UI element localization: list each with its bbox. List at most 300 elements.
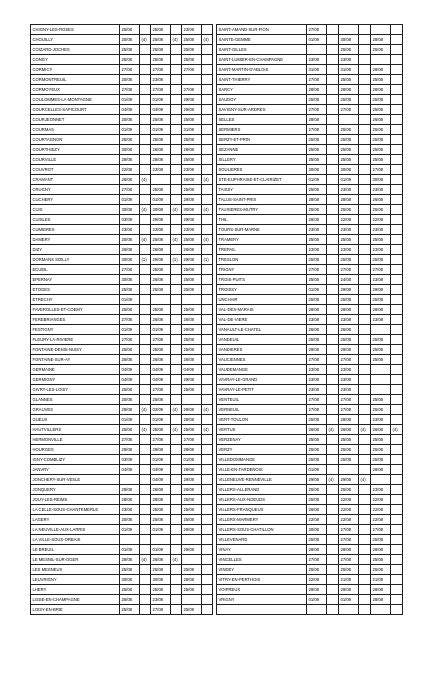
left-note-3 <box>202 215 213 225</box>
left-date-3: 29/08 <box>182 475 202 485</box>
left-date-2 <box>151 535 171 545</box>
right-date-3: 23/08 <box>371 245 391 255</box>
right-date-1: 23/08 <box>307 385 327 395</box>
left-date-1: 25/08 <box>120 425 140 435</box>
right-date-1: 28/08 <box>307 545 327 555</box>
left-date-3: 26/08 <box>182 485 202 495</box>
right-date-1: 27/08 <box>307 265 327 275</box>
right-date-1: 23/08 <box>307 375 327 385</box>
right-date-3: 25/08 <box>371 75 391 85</box>
left-date-3: 28/08 <box>182 145 202 155</box>
left-date-2: 25/08 <box>151 515 171 525</box>
right-date-1: 27/08 <box>307 125 327 135</box>
right-date-2: 23/08 <box>339 245 359 255</box>
left-note-1 <box>140 535 151 545</box>
right-commune-name: VANAULT-LE-CHATEL <box>217 325 307 335</box>
left-date-2: 25/08 <box>151 45 171 55</box>
left-date-3: 25/08 <box>182 505 202 515</box>
right-note-1 <box>327 85 339 95</box>
right-note-3 <box>391 515 403 525</box>
left-date-3: 23/08 <box>182 225 202 235</box>
right-note-2 <box>359 435 371 445</box>
right-date-3: 25/08 <box>371 555 391 565</box>
left-note-3 <box>202 435 213 445</box>
left-note-2 <box>171 455 182 465</box>
table-row <box>31 535 403 545</box>
right-date-3: 23/08 <box>371 315 391 325</box>
left-date-1: 25/08 <box>120 585 140 595</box>
left-date-1: 04/09 <box>120 465 140 475</box>
left-date-2: 25/08 <box>151 185 171 195</box>
right-date-3: 22/08 <box>371 505 391 515</box>
left-date-1: 27/08 <box>120 435 140 445</box>
right-date-2: 22/08 <box>339 515 359 525</box>
left-note-2 <box>171 575 182 585</box>
right-date-1 <box>307 45 327 55</box>
left-date-3: 23/08 <box>182 165 202 175</box>
right-note-3 <box>391 85 403 95</box>
left-commune-name: JANVRY <box>31 465 120 475</box>
right-note-2 <box>359 385 371 395</box>
right-note-2 <box>359 45 371 55</box>
right-commune-name: VERNEUIL <box>217 405 307 415</box>
left-note-1 <box>140 265 151 275</box>
left-note-2 <box>171 275 182 285</box>
left-note-2 <box>171 395 182 405</box>
left-note-2 <box>171 45 182 55</box>
left-date-2 <box>151 295 171 305</box>
right-date-1: 25/08 <box>307 95 327 105</box>
right-note-1 <box>327 495 339 505</box>
left-note-1 <box>140 275 151 285</box>
right-date-1: 25/08 <box>307 485 327 495</box>
left-date-1: 03/09 <box>120 215 140 225</box>
right-note-1 <box>327 385 339 395</box>
left-date-1: 23/08 <box>120 225 140 235</box>
table-row <box>31 565 403 575</box>
left-date-1: 01/09 <box>120 415 140 425</box>
right-note-2 <box>359 215 371 225</box>
right-note-2 <box>359 145 371 155</box>
right-note-1 <box>327 545 339 555</box>
left-note-3 <box>202 245 213 255</box>
right-date-1: 28/08 <box>307 85 327 95</box>
left-commune-name: CUISLES <box>31 215 120 225</box>
right-date-3: 28/08 <box>371 585 391 595</box>
right-date-2: 22/08 <box>339 495 359 505</box>
left-date-1: 25/08 <box>120 135 140 145</box>
left-note-1: (1) <box>140 255 151 265</box>
left-date-2: 01/09 <box>151 325 171 335</box>
left-note-3 <box>202 25 213 35</box>
right-date-2: 25/08 <box>339 455 359 465</box>
left-note-2 <box>171 535 182 545</box>
right-commune-name: SERZY-ET-PRIN <box>217 135 307 145</box>
right-commune-name: SEZANNE <box>217 145 307 155</box>
left-date-1: 23/08 <box>120 505 140 515</box>
left-note-3 <box>202 365 213 375</box>
left-commune-name: CUIS <box>31 205 120 215</box>
left-note-3 <box>202 375 213 385</box>
left-date-2: 25/08 <box>151 55 171 65</box>
table-row <box>31 235 403 245</box>
left-note-3: (4) <box>202 405 213 415</box>
left-note-3 <box>202 125 213 135</box>
left-note-2 <box>171 25 182 35</box>
right-note-3 <box>391 365 403 375</box>
left-date-3: 25/08 <box>182 155 202 165</box>
right-date-3: 25/08 <box>371 255 391 265</box>
left-date-3: 25/08 <box>182 385 202 395</box>
right-commune-name: VILLEVENARD <box>217 535 307 545</box>
table-row <box>31 445 403 455</box>
left-date-1 <box>120 535 140 545</box>
right-note-3 <box>391 535 403 545</box>
left-note-1 <box>140 125 151 135</box>
table-row <box>31 65 403 75</box>
left-note-3 <box>202 195 213 205</box>
left-date-1: 01/09 <box>120 195 140 205</box>
right-date-3: 28/08 <box>371 305 391 315</box>
left-note-1 <box>140 85 151 95</box>
left-note-2 <box>171 375 182 385</box>
left-note-3 <box>202 395 213 405</box>
left-note-1 <box>140 325 151 335</box>
right-date-1: 25/08 <box>307 235 327 245</box>
left-note-3 <box>202 315 213 325</box>
left-commune-name: LHERY <box>31 585 120 595</box>
right-commune-name: VILLERS-SOUS-CHATILLON <box>217 525 307 535</box>
right-date-2: 21/08 <box>339 575 359 585</box>
right-note-3 <box>391 375 403 385</box>
right-note-3 <box>391 455 403 465</box>
right-date-2: 30/08 <box>339 35 359 45</box>
right-note-2 <box>359 335 371 345</box>
right-commune-name: SAUDOY <box>217 95 307 105</box>
right-date-2: 28/08 <box>339 85 359 95</box>
right-date-2: 01/09 <box>339 175 359 185</box>
left-date-3: 25/08 <box>182 285 202 295</box>
left-date-3: 25/08 <box>182 585 202 595</box>
right-date-2: 25/08 <box>339 485 359 495</box>
left-date-3 <box>182 595 202 605</box>
right-note-2 <box>359 75 371 85</box>
right-commune-name: VOIPREUX <box>217 585 307 595</box>
right-note-2 <box>359 275 371 285</box>
right-note-2 <box>359 495 371 505</box>
right-note-1 <box>327 605 339 615</box>
left-date-2: 30/08 <box>151 575 171 585</box>
left-commune-name: FONTAINE-SUR-AY <box>31 355 120 365</box>
right-commune-name: STE-EUPHRAISE-ET-CLAIRIZET <box>217 175 307 185</box>
right-commune-name: VERT-TOULON <box>217 415 307 425</box>
left-commune-name: COURTHIEZY <box>31 145 120 155</box>
left-commune-name: CRUGNY <box>31 185 120 195</box>
right-note-1 <box>327 525 339 535</box>
left-date-1: 01/09 <box>120 545 140 555</box>
table-row <box>31 395 403 405</box>
right-commune-name: VANDEUIL <box>217 335 307 345</box>
right-date-3: 27/08 <box>371 525 391 535</box>
right-note-2 <box>359 455 371 465</box>
right-commune-name: VILLEDOMMANGE <box>217 455 307 465</box>
right-commune-name: VERZENAY <box>217 435 307 445</box>
right-date-3: 28/08 <box>371 35 391 45</box>
right-date-3 <box>371 605 391 615</box>
left-note-3 <box>202 45 213 55</box>
right-note-2 <box>359 55 371 65</box>
right-commune-name: THIL <box>217 215 307 225</box>
left-date-2: 25/08 <box>151 265 171 275</box>
left-commune-name: ECUEIL <box>31 265 120 275</box>
right-note-2 <box>359 165 371 175</box>
left-note-2: (1) <box>171 255 182 265</box>
right-date-2: 25/08 <box>339 45 359 55</box>
right-date-2: 25/08 <box>339 125 359 135</box>
left-date-3: 31/08 <box>182 125 202 135</box>
left-date-3 <box>182 395 202 405</box>
left-date-3: 29/08 <box>182 325 202 335</box>
left-commune-name: FONTAINE-DENIS-NUISY <box>31 345 120 355</box>
left-date-3: 26/08 <box>182 245 202 255</box>
right-commune-name: TAUXIERES-MUTRY <box>217 205 307 215</box>
right-date-1: 27/08 <box>307 395 327 405</box>
right-date-3: 28/08 <box>371 465 391 475</box>
right-note-3 <box>391 185 403 195</box>
left-date-1: 28/08 <box>120 495 140 505</box>
right-date-2: 24/08 <box>339 275 359 285</box>
left-date-3: 25/08 <box>182 305 202 315</box>
right-date-2: 28/08 <box>339 305 359 315</box>
right-note-3 <box>391 255 403 265</box>
left-note-2 <box>171 175 182 185</box>
left-date-1: 26/08 <box>120 355 140 365</box>
left-date-3: 25/08 <box>182 115 202 125</box>
left-commune-name: COURJEONNET <box>31 115 120 125</box>
left-date-3: 29/08 <box>182 95 202 105</box>
right-note-1 <box>327 585 339 595</box>
right-date-1: 01/09 <box>307 465 327 475</box>
right-date-3: 26/08 <box>371 195 391 205</box>
table-row <box>31 465 403 475</box>
left-date-1: 25/08 <box>120 345 140 355</box>
right-date-2: 25/08 <box>339 95 359 105</box>
left-date-3: 27/08 <box>182 65 202 75</box>
left-date-2: 25/08 <box>151 115 171 125</box>
right-note-1 <box>327 225 339 235</box>
left-date-3: 27/08 <box>182 85 202 95</box>
left-date-1: 25/08 <box>120 395 140 405</box>
left-note-3: (4) <box>202 205 213 215</box>
table-row <box>31 585 403 595</box>
left-date-3: 25/08 <box>182 35 202 45</box>
left-date-3: 29/08 <box>182 195 202 205</box>
right-note-3 <box>391 495 403 505</box>
left-note-2 <box>171 485 182 495</box>
right-note-1 <box>327 595 339 605</box>
left-commune-name: GERMIGNY <box>31 375 120 385</box>
left-date-3: 28/08 <box>182 445 202 455</box>
right-note-1: (4) <box>327 475 339 485</box>
left-note-2 <box>171 585 182 595</box>
right-note-3 <box>391 385 403 395</box>
right-date-3: 22/08 <box>371 495 391 505</box>
left-date-3: 26/08 <box>182 315 202 325</box>
right-note-1 <box>327 575 339 585</box>
right-date-1: 25/08 <box>307 535 327 545</box>
left-date-2: 23/08 <box>151 75 171 85</box>
left-date-1: 25/08 <box>120 385 140 395</box>
right-note-1 <box>327 285 339 295</box>
right-date-1 <box>307 605 327 615</box>
right-date-3: 25/08 <box>371 125 391 135</box>
left-note-1 <box>140 435 151 445</box>
right-date-2: 29/08 <box>339 285 359 295</box>
right-date-3: 25/08 <box>371 395 391 405</box>
left-commune-name: FEREBRIANGES <box>31 315 120 325</box>
right-date-1: 25/08 <box>307 565 327 575</box>
left-note-2 <box>171 465 182 475</box>
left-date-2: 25/08 <box>151 395 171 405</box>
left-date-3: 25/08 <box>182 185 202 195</box>
right-commune-name: SERMIERS <box>217 125 307 135</box>
right-date-2 <box>339 465 359 475</box>
left-note-2 <box>171 595 182 605</box>
left-commune-name: COURCELLES-SAPICOURT <box>31 105 120 115</box>
right-date-3: 23/08 <box>371 415 391 425</box>
right-note-3 <box>391 45 403 55</box>
right-note-3 <box>391 165 403 175</box>
right-note-2 <box>359 265 371 275</box>
right-date-3: 25/08 <box>371 135 391 145</box>
right-date-1: 01/09 <box>307 35 327 45</box>
left-note-2 <box>171 135 182 145</box>
right-note-2 <box>359 515 371 525</box>
right-date-3 <box>371 365 391 375</box>
left-commune-name: GERMAINE <box>31 365 120 375</box>
left-date-1: 22/08 <box>120 165 140 175</box>
left-date-1: 01/09 <box>120 95 140 105</box>
left-date-3: 25/08 <box>182 135 202 145</box>
left-date-2: 01/09 <box>151 415 171 425</box>
right-note-3 <box>391 65 403 75</box>
right-date-1: 23/08 <box>307 315 327 325</box>
right-commune-name: UNCHAIR <box>217 295 307 305</box>
right-note-3 <box>391 395 403 405</box>
right-note-2 <box>359 135 371 145</box>
right-date-3: 26/08 <box>371 115 391 125</box>
right-note-3 <box>391 55 403 65</box>
left-note-2 <box>171 125 182 135</box>
right-note-2 <box>359 465 371 475</box>
right-date-3: 21/08 <box>371 575 391 585</box>
left-note-1: (4) <box>140 35 151 45</box>
left-date-3 <box>182 535 202 545</box>
left-date-2: 04/09 <box>151 475 171 485</box>
right-note-1 <box>327 185 339 195</box>
right-date-2: 25/08 <box>339 435 359 445</box>
left-commune-name: LISSE-EN-CHAMPAGNE <box>31 595 120 605</box>
right-note-3 <box>391 215 403 225</box>
left-commune-name: LOISY-EN-BRIE <box>31 605 120 615</box>
left-note-3 <box>202 415 213 425</box>
table-row <box>31 595 403 605</box>
right-note-2 <box>359 405 371 415</box>
table-row <box>31 315 403 325</box>
left-date-2: 25/08 <box>151 585 171 595</box>
left-note-1 <box>140 215 151 225</box>
right-note-1 <box>327 435 339 445</box>
left-commune-name: ETOGES <box>31 285 120 295</box>
left-date-2: 30/08 <box>151 205 171 215</box>
right-note-3 <box>391 345 403 355</box>
right-note-1 <box>327 445 339 455</box>
right-date-3: 25/08 <box>371 565 391 575</box>
left-note-1 <box>140 115 151 125</box>
table-row <box>31 55 403 65</box>
left-date-2: 04/09 <box>151 465 171 475</box>
left-note-1 <box>140 315 151 325</box>
left-date-1: 27/08 <box>120 315 140 325</box>
right-note-3 <box>391 285 403 295</box>
left-note-3 <box>202 445 213 455</box>
left-note-2 <box>171 525 182 535</box>
right-date-2: 23/08 <box>339 185 359 195</box>
left-date-1: 26/08 <box>120 175 140 185</box>
left-date-3: 25/08 <box>182 565 202 575</box>
left-date-1: 30/08 <box>120 575 140 585</box>
right-commune-name: VENTEUIL <box>217 395 307 405</box>
left-date-3: 29/08 <box>182 255 202 265</box>
left-commune-name: LE MESNIL-SUR-OGER <box>31 555 120 565</box>
left-commune-name: COULOMMES-LA-MONTAGNE <box>31 95 120 105</box>
left-commune-name: GIVRY-LES-LOISY <box>31 385 120 395</box>
left-note-2 <box>171 605 182 615</box>
left-note-2 <box>171 245 182 255</box>
left-note-2 <box>171 225 182 235</box>
left-date-1: 25/08 <box>120 115 140 125</box>
left-note-2 <box>171 365 182 375</box>
right-commune-name: VERTUS <box>217 425 307 435</box>
left-note-1 <box>140 25 151 35</box>
table-row <box>31 185 403 195</box>
right-date-1: 23/08 <box>307 245 327 255</box>
left-note-3 <box>202 535 213 545</box>
left-note-2 <box>171 435 182 445</box>
left-note-2 <box>171 505 182 515</box>
left-date-2: 01/09 <box>151 95 171 105</box>
left-note-2 <box>171 85 182 95</box>
right-date-1: 27/08 <box>307 105 327 115</box>
right-commune-name: VRIGNY <box>217 595 307 605</box>
left-date-1: 03/09 <box>120 455 140 465</box>
table-row <box>31 575 403 585</box>
left-note-1 <box>140 475 151 485</box>
right-note-2 <box>359 505 371 515</box>
left-note-3: (4) <box>202 175 213 185</box>
left-note-2: (4) <box>171 425 182 435</box>
right-note-1 <box>327 195 339 205</box>
left-date-2: 28/08 <box>151 495 171 505</box>
right-note-3 <box>391 75 403 85</box>
table-row <box>31 475 403 485</box>
right-date-1: 28/08 <box>307 195 327 205</box>
right-commune-name: VILLERS-FRANQUEUX <box>217 505 307 515</box>
left-date-2: 26/08 <box>151 145 171 155</box>
left-note-1 <box>140 375 151 385</box>
left-date-3: 04/09 <box>182 365 202 375</box>
left-commune-name: COUVROT <box>31 165 120 175</box>
